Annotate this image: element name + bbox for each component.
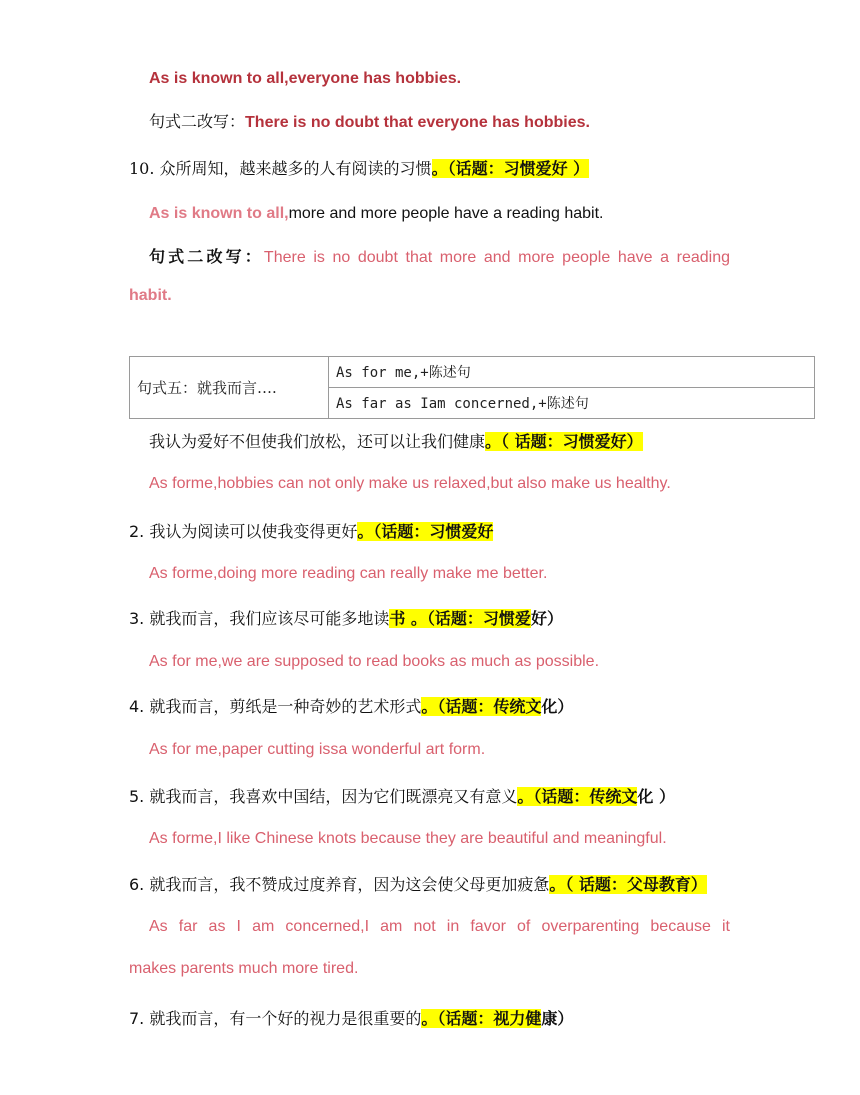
item-3-answer: As for me,we are supposed to read books as much as possible. (149, 653, 600, 670)
item-number: 10. (129, 159, 155, 178)
item-2-prompt: 2. 我认为阅读可以使我变得更好。（话题：习惯爱好 (129, 522, 494, 541)
answer-lead: As is known to all, (149, 205, 289, 222)
item-10-chinese: 众所周知，越来越多的人有阅读的习惯 (159, 159, 432, 178)
item-2-answer: As forme,doing more reading can really make me better. (149, 565, 548, 582)
item-6-prompt: 6. 就我而言，我不赞成过度养育，因为这会使父母更加疲惫。（ 话题：父母教育） (129, 875, 707, 894)
rewrite-prefix: 句式二改写： (149, 112, 246, 131)
rewrite-text: There is no doubt that more and more people have a reading (263, 249, 730, 266)
item-10-prompt (129, 158, 589, 180)
item-7-prompt: 7. 就我而言，有一个好的视力是很重要的。（话题：视力健康） (129, 1009, 574, 1028)
topic-tag: 。（话题：习惯爱好 (357, 522, 494, 541)
topic-tag: 。（话题：传统文 (517, 787, 638, 806)
example-sentence-1: As is known to all,everyone has hobbies. (149, 70, 462, 87)
topic-tag: 。（ 话题：父母教育） (549, 875, 707, 894)
item-1-answer: As forme,hobbies can not only make us relaxed,but also make us healthy. (149, 475, 671, 492)
topic-tag: 书 。（话题：习惯爱 (389, 609, 531, 628)
rewrite-line-1 (149, 111, 590, 134)
pattern-row-1: As for me,+陈述句 (329, 357, 815, 388)
pattern-row-2: As far as Iam concerned,+陈述句 (329, 388, 815, 419)
topic-tag: 。（话题：视力健 (421, 1009, 542, 1028)
pattern-label: 句式五：就我而言…. (130, 357, 329, 419)
item-6-answer-cont: makes parents much more tired. (129, 960, 359, 977)
rewrite-prefix: 句式二改写： (149, 247, 264, 266)
item-3-prompt: 3. 就我而言，我们应该尽可能多地读书 。（话题：习惯爱好） (129, 609, 563, 628)
rewrite-text: There is no doubt that everyone has hobbies. (245, 114, 590, 131)
item-5-answer: As forme,I like Chinese knots because they are beautiful and meaningful. (149, 830, 667, 847)
topic-tag: 。（ 话题：习惯爱好） (485, 432, 643, 451)
topic-tag: 。（话题：习惯爱好 ） (431, 159, 590, 178)
item-10-rewrite (149, 246, 730, 269)
item-1-prompt: 我认为爱好不但使我们放松，还可以让我们健康。（ 话题：习惯爱好） (149, 432, 643, 451)
item-4-prompt: 4. 就我而言，剪纸是一种奇妙的艺术形式。（话题：传统文化） (129, 697, 574, 716)
topic-tag: 。（话题：传统文 (421, 697, 542, 716)
item-10-rewrite-cont: habit. (129, 287, 172, 304)
item-10-answer (149, 203, 603, 225)
item-4-answer: As for me,paper cutting issa wonderful art form. (149, 741, 486, 758)
item-6-answer: As far as I am concerned,I am not in favor of overparenting because it (149, 918, 730, 935)
pattern-table (129, 356, 815, 419)
item-5-prompt: 5. 就我而言，我喜欢中国结，因为它们既漂亮又有意义。（话题：传统文化 ） (129, 787, 675, 806)
answer-rest: more and more people have a reading habit. (288, 205, 604, 222)
